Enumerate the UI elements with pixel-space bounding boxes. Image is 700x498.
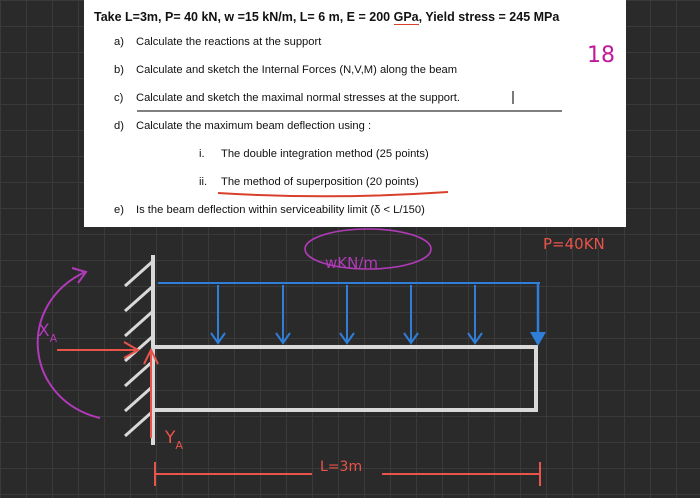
reaction-x-label: $X_A$ [38,321,58,345]
point-load-label: P=40KN [543,235,605,253]
load-label: wKN/m [325,254,378,272]
question-d: d) Calculate the maximum beam deflection using : [114,120,372,132]
distributed-load-arrows [211,285,482,343]
question-e: e) Is the beam deflection within serviceability limit (δ < L/150) [114,204,425,216]
problem-title: Take L=3m, P= 40 kN, w =15 kN/m, L= 6 m, E = 200 GPa, Yield stress = 245 MPa [94,10,560,24]
question-d-i: i. The double integration method (25 points) [199,148,429,160]
reaction-y-label: $Y_A$ [165,428,183,452]
question-b: b) Calculate and sketch the Internal Forces (N,V,M) along the beam [114,64,458,76]
reaction-moment-arc [38,272,100,418]
margin-note: 18 [587,43,615,68]
length-label: L=3m [320,459,363,475]
question-a: a) Calculate the reactions at the support [114,36,322,48]
question-d-ii: ii. The method of superposition (20 points) [199,176,419,188]
method-red-underline [218,192,448,196]
gpa-underlined: GPa [393,10,419,24]
question-c: c) Calculate and sketch the maximal normal stresses at the support. [114,92,460,104]
beam [153,347,536,410]
point-load-arrow [530,283,546,346]
